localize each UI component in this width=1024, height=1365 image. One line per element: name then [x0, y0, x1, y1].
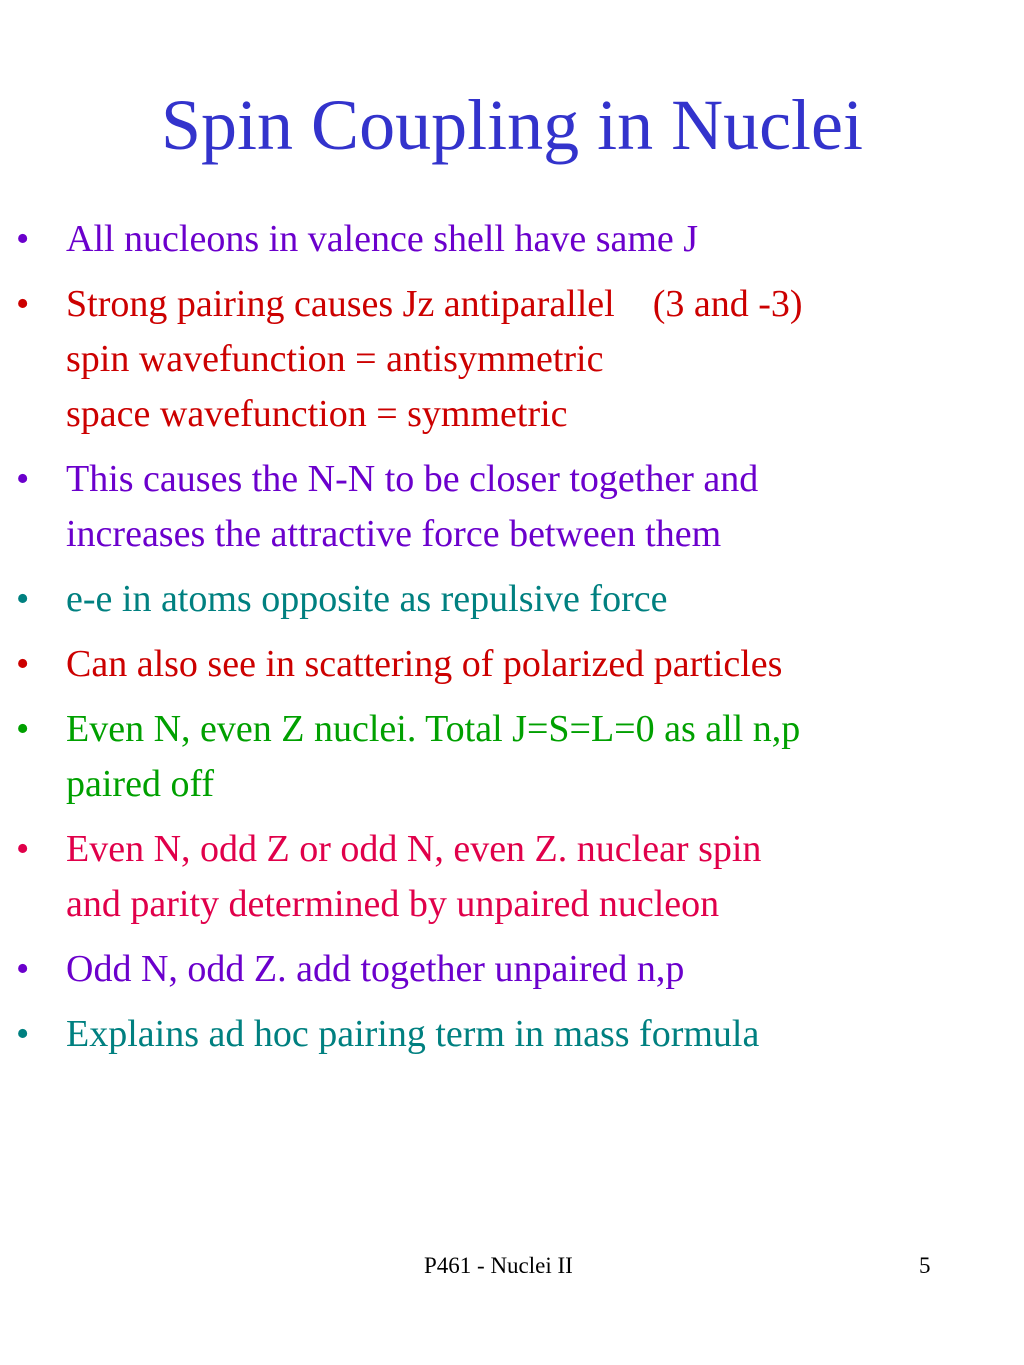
bullet-item — [0, 822, 1010, 932]
bullet-item — [0, 452, 1010, 562]
bullet-line: All nucleons in valence shell have same J — [66, 218, 699, 260]
bullet-dot: • — [16, 643, 30, 685]
bullet-item — [0, 572, 1010, 627]
bullet-dot: • — [16, 948, 30, 990]
bullet-item — [0, 277, 1010, 442]
bullet-line: e-e in atoms opposite as repulsive force — [66, 578, 668, 620]
bullet-line: space wavefunction = symmetric — [66, 393, 568, 435]
bullet-line: Can also see in scattering of polarized particles — [66, 643, 783, 685]
bullet-line: paired off — [66, 763, 215, 805]
bullet-item — [0, 212, 1010, 267]
bullet-line: This causes the N-N to be closer together and — [66, 458, 759, 500]
bullet-dot: • — [16, 1013, 30, 1055]
bullet-line: spin wavefunction = antisymmetric — [66, 338, 604, 380]
bullet-item — [0, 702, 1010, 812]
bullet-dot: • — [16, 708, 30, 750]
bullet-dot: • — [16, 578, 30, 620]
bullet-line: and parity determined by unpaired nucleon — [66, 883, 720, 925]
bullet-line: increases the attractive force between them — [66, 513, 722, 555]
bullet-dot: • — [16, 283, 30, 325]
footer-title: P461 - Nuclei II — [424, 1253, 573, 1278]
bullet-line: Strong pairing causes Jz antiparallel (3 and -3) — [66, 283, 803, 325]
bullet-line: Odd N, odd Z. add together unpaired n,p — [66, 948, 685, 990]
bullet-dot: • — [16, 828, 30, 870]
bullet-line: Explains ad hoc pairing term in mass formula — [66, 1013, 760, 1055]
bullet-item — [0, 637, 1010, 692]
bullet-item — [0, 942, 1010, 997]
bullet-dot: • — [16, 218, 30, 260]
bullet-list — [0, 212, 1010, 1072]
bullet-line: Even N, even Z nuclei. Total J=S=L=0 as all n,p — [66, 708, 801, 750]
bullet-item — [0, 1007, 1010, 1062]
page-number: 5 — [919, 1253, 931, 1278]
bullet-dot: • — [16, 458, 30, 500]
slide-title: Spin Coupling in Nuclei — [161, 85, 863, 165]
bullet-line: Even N, odd Z or odd N, even Z. nuclear spin — [66, 828, 762, 870]
